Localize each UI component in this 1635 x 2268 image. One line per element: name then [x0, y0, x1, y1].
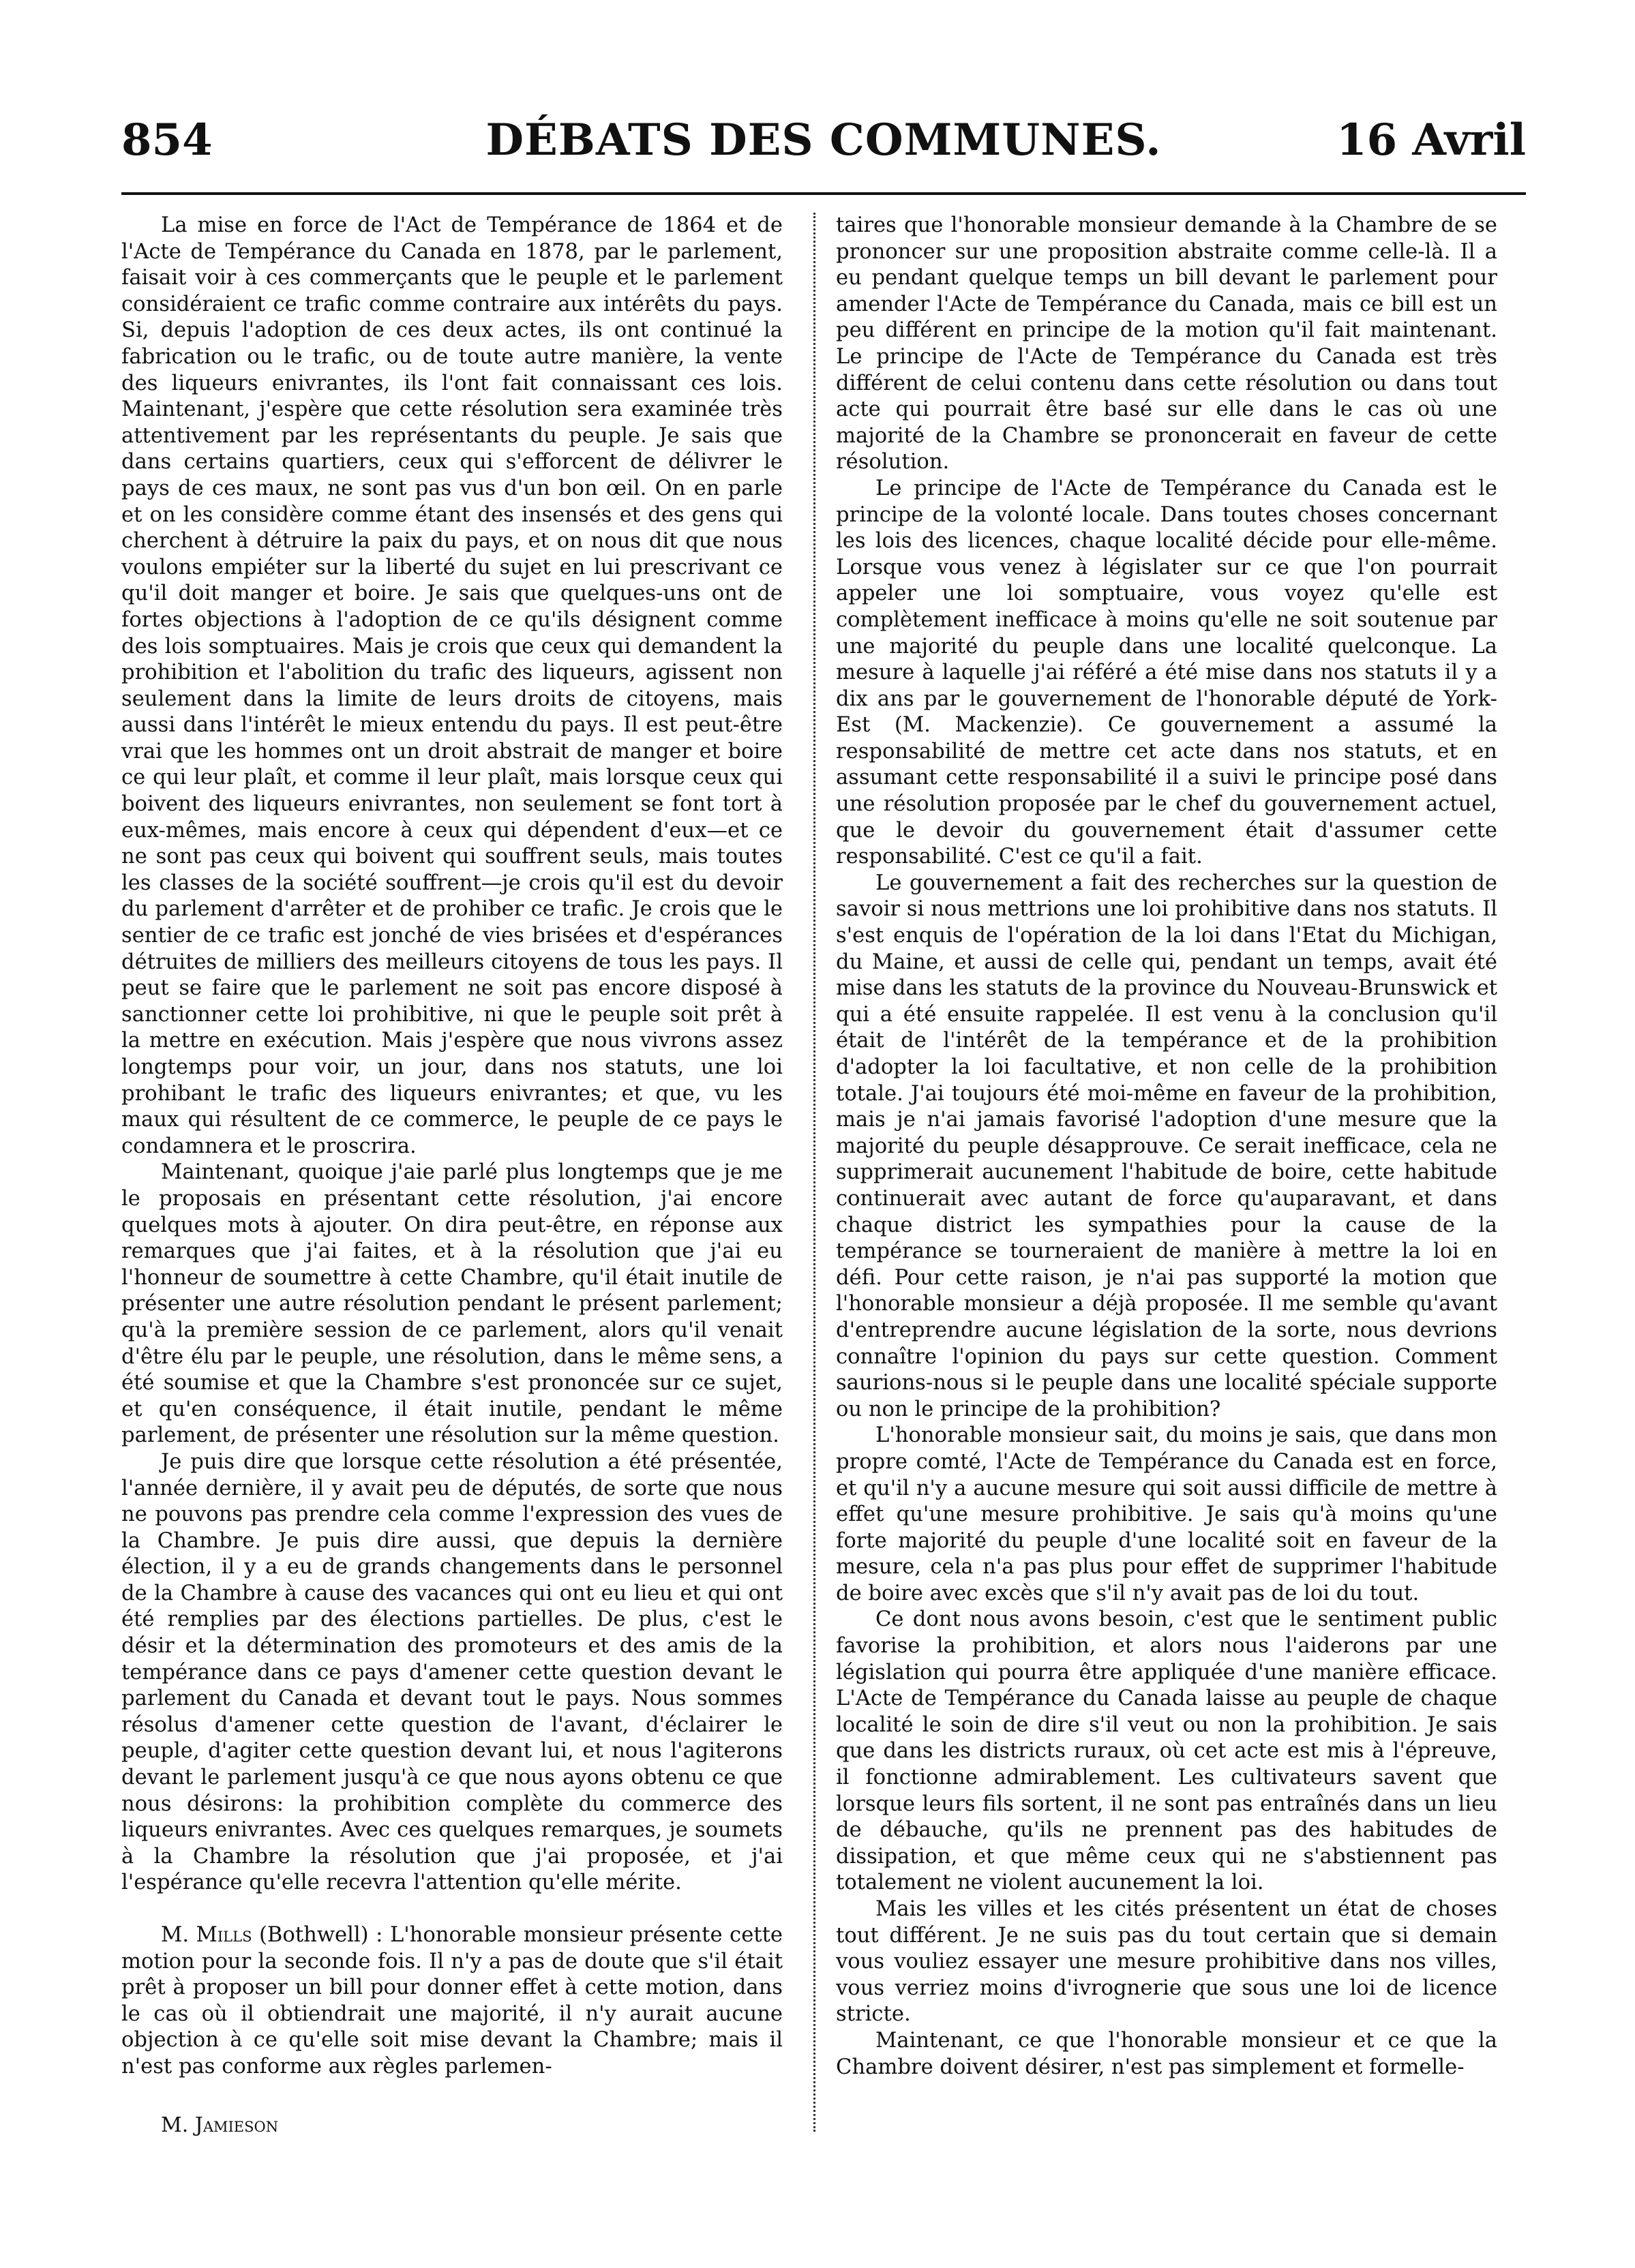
speech-text: L'honorable monsieur présente cette motion pour la seconde fois. Il n'y a pas de doute que s'il était prêt à proposer un bill pour donner effet à cette motion, dans le cas où il obtiendrait une majorité, il n'y aurait aucune objection à ce qu'elle soit mise devant la Chambre; mais il n'est pas conforme aux règles parlemen-: [121, 1923, 783, 2078]
paragraph: Maintenant, quoique j'aie parlé plus longtemps que je me le proposais en présentant cette résolution, j'ai encore quelques mots à ajouter. On dira peut-être, en réponse aux remarques que j'ai faites, et à la résolution que j'ai eu l'honneur de soumettre à cette Chambre, qu'il était inutile de présenter une autre résolution pendant le présent parlement; qu'à la première session de ce parlement, alors qu'il venait d'être élu par le peuple, une résolution, dans le même sens, a été soumise et que la Chambre s'est prononcée sur ce sujet, et qu'en conséquence, il était inutile, pendant le même parlement, de présenter une résolution sur la même question.: [121, 1160, 783, 1448]
paragraph: Mais les villes et les cités présentent un état de choses tout différent. Je ne suis pas du tout certain que si demain vous vouliez essayer une mesure prohibitive dans nos villes, vous verriez moins d'ivrognerie que sous une loi de licence stricte.: [836, 1897, 1497, 2027]
paragraph: Ce dont nous avons besoin, c'est que le sentiment public favorise la prohibition, et alors nous l'aiderons par une législation qui pourra être appliquée d'une manière efficace. L'Acte de Tempérance du Canada laisse au peuple de chaque localité le soin de dire s'il veut ou non la prohibition. Je sais que dans les districts ruraux, où cet acte est mis à l'épreuve, il fonctionne admirablement. Les cultivateurs savent que lorsque leurs fils sortent, il ne sont pas entraînés dans un lieu de débauche, qu'ils ne prennent pas des habitudes de dissipation, et que même ceux qui ne s'abstiennent pas totalement ne violent aucunement la loi.: [836, 1607, 1497, 1895]
paragraph: La mise en force de l'Act de Tempérance de 1864 et de l'Acte de Tempérance du Canada en 1878, par le parlement, faisait voir à ces commerçants que le peuple et le parlement considéraient ce trafic comme contraire aux intérêts du pays. Si, depuis l'adoption de ces deux actes, ils ont continué la fabrication ou le trafic, ou de toute autre manière, la vente des liqueurs enivrantes, ils l'ont fait connaissant ces lois. Maintenant, j'espère que cette résolution sera examinée très attentivement par les représentants du peuple. Je sais que dans certains quartiers, ceux qui s'efforcent de délivrer le pays de ces maux, ne sont pas vus d'un bon œil. On en parle et on les considère comme étant des insensés et des gens qui cherchent à détruire la paix du pays, et on nous dit que nous voulons empiéter sur la liberté du sujet en lui prescrivant ce qu'il doit manger et boire. Je sais que quelques-uns ont de fortes objections à l'adoption de ce qu'ils désignent comme des lois somptuaires. Mais je crois que ceux qui demandent la prohibition et l'abolition du trafic des liqueurs, agissent non seulement dans la limite de leurs droits de citoyens, mais aussi dans l'intérêt le mieux entendu du pays. Il est peut-être vrai que les hommes ont un droit abstrait de manger et boire ce qui leur plaît, et comme il leur plaît, mais lorsque ceux qui boivent des liqueurs enivrantes, non seulement se font tort à eux-mêmes, mais encore à ceux qui dépendent d'eux—et ce ne sont pas ceux qui boivent qui souffrent seuls, mais toutes les classes de la société souffrent—je crois qu'il est du devoir du parlement d'arrêter et de prohiber ce trafic. Je crois que le sentier de ce trafic est jonché de vies brisées et d'espérances détruites de milliers des meilleurs citoyens de tous les pays. Il peut se faire que le parlement ne soit pas encore disposé à sanctionner cette loi prohibitive, ni que le peuple soit prêt à la mettre en exécution. Mais j'espère que nous vivrons assez longtemps pour voir, un jour, dans nos statuts, une loi prohibant le trafic des liqueurs enivrantes; et que, vu les maux qui résultent de ce commerce, le peuple de ce pays le condamnera et le proscrira.: [121, 213, 783, 1158]
paragraph: Le principe de l'Acte de Tempérance du Canada est le principe de la volonté locale. Dans toutes choses concernant les lois des licences, chaque localité décide pour elle-même. Lorsque vous venez à législater sur ce que l'on pourrait appeler une loi somptuaire, vous voyez qu'elle est complètement inefficace à moins qu'elle ne soit soutenue par une majorité du peuple dans une localité quelconque. La mesure à laquelle j'ai référé a été mise dans nos statuts il y a dix ans par le gouvernement de l'honorable député de York-Est (M. Mackenzie). Ce gouvernement a assumé la responsabilité de mettre cet acte dans nos statuts, et en assumant cette responsabilité il a suivi le principe posé dans une résolution proposée par le chef du gouvernement actuel, que le devoir du gouvernement était d'assumer cette responsabilité. C'est ce qu'il a fait.: [836, 476, 1497, 869]
paragraph: Le gouvernement a fait des recherches sur la question de savoir si nous mettrions une loi prohibitive dans nos statuts. Il s'est enquis de l'opération de la loi dans l'Etat du Michigan, du Maine, et aussi de celle qui, pendant un temps, avait été mise dans les statuts de la province du Nouveau-Brunswick et qui a été ensuite rappelée. Il est venu à la conclusion qu'il était de l'intérêt de la tempérance et de la prohibition d'adopter la loi facultative, et non celle de la prohibition totale. J'ai toujours été moi-même en faveur de la prohibition, mais je n'ai jamais favorisé l'adoption d'une mesure que la majorité du peuple désapprouve. Ce serait inefficace, cela ne supprimerait aucunement l'habitude de boire, cette habitude continuerait avec autant de force qu'auparavant, et dans chaque district les sympathies pour la cause de la tempérance se tourneraient de manière à mettre la loi en défi. Pour cette raison, je n'ai pas supporté la motion que l'honorable monsieur a déjà proposée. Il me semble qu'avant d'entreprendre aucune législation de la sorte, nous devrions connaître l'opinion du pays sur cette question. Comment saurions-nous si le peuple dans une localité spéciale supporte ou non le principe de la prohibition?: [836, 871, 1497, 1421]
page-title: DÉBATS DES COMMUNES.: [485, 115, 1162, 166]
paragraph: taires que l'honorable monsieur demande à la Chambre de se prononcer sur une proposition abstraite comme celle-là. Il a eu pendant quelque temps un bill devant le parlement pour amender l'Acte de Tempérance du Canada, mais ce bill est un peu différent en principe de la motion qu'il fait maintenant. Le principe de l'Acte de Tempérance du Canada est très différent de celui contenu dans cette résolution ou dans tout acte qui pourrait être basé sur elle dans le cas où une majorité de la Chambre se prononcerait en faveur de cette résolution.: [836, 213, 1497, 474]
paragraph: Maintenant, ce que l'honorable monsieur et ce que la Chambre doivent désirer, n'est pas simplement et formelle-: [836, 2028, 1497, 2079]
speech-paragraph: [121, 1922, 783, 2081]
page-header: [121, 115, 1526, 183]
right-column: [836, 213, 1497, 2081]
page-date: 16 Avril: [1336, 115, 1526, 166]
paragraph: Je puis dire que lorsque cette résolution a été présentée, l'année dernière, il y avait peu de députés, de sorte que nous ne pouvons pas prendre cela comme l'expression des vues de la Chambre. Je puis dire aussi, que depuis la dernière élection, il y a eu de grands changements dans le personnel de la Chambre à cause des vacances qui ont eu lieu et qui ont été remplies par des élections partielles. De plus, c'est le désir et la détermination des promoteurs et des amis de la tempérance dans ce pays d'amener cette question devant le parlement du Canada et devant tout le pays. Nous sommes résolus d'amener cette question de l'avant, d'éclairer le peuple, d'agiter cette question devant lui, et nous l'agiterons devant le parlement jusqu'à ce que nous ayons obtenu ce que nous désirons: la prohibition complète du commerce des liqueurs enivrantes. Avec ces quelques remarques, je soumets à la Chambre la résolution que j'ai proposée, et j'ai l'espérance qu'elle recevra l'attention qu'elle mérite.: [121, 1449, 783, 1895]
left-column: [121, 213, 783, 2081]
page-number: 854: [121, 115, 213, 166]
column-divider: [813, 213, 815, 2132]
footer-speaker: M. Jamieson: [161, 2113, 279, 2137]
paragraph: L'honorable monsieur sait, du moins je sais, que dans mon propre comté, l'Acte de Tempérance du Canada est en force, et qu'il n'y a aucune mesure qui soit aussi difficile de mettre à effet qu'une mesure prohibitive. Je sais qu'à moins qu'une forte majorité du peuple d'une localité soit en faveur de la mesure, cela n'a pas plus pour effet de supprimer l'habitude de boire avec excès que s'il n'y avait pas de loi du tout.: [836, 1423, 1497, 1605]
speaker-riding: (Bothwell) :: [258, 1923, 383, 1947]
header-rule: [121, 192, 1526, 195]
speaker-name: M. Mills: [161, 1923, 252, 1947]
